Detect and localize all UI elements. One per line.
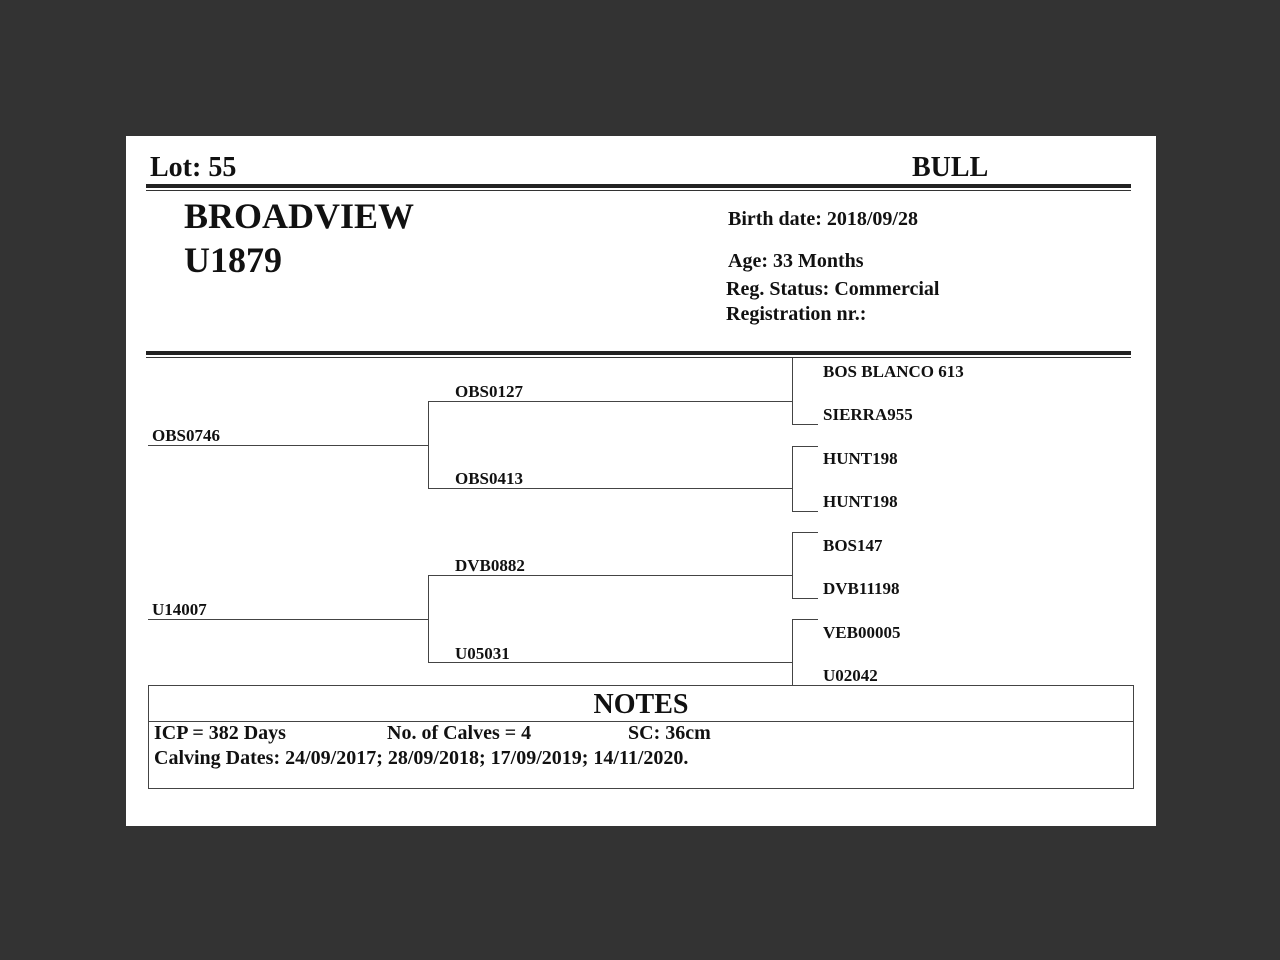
sire-sire-name: OBS0127 [455, 382, 524, 401]
animal-sex: BULL [912, 152, 989, 183]
notes-box [148, 685, 1134, 789]
dam-sire-name: DVB0882 [455, 556, 525, 575]
age: Age: 33 Months [728, 250, 864, 272]
great-grandparent-6: DVB11198 [823, 579, 900, 598]
great-grandparent-8: U02042 [823, 666, 878, 685]
great-grandparent-7: VEB00005 [823, 623, 901, 642]
registration-number: Registration nr.: [726, 303, 867, 325]
great-grandparent-2: SIERRA955 [823, 405, 913, 424]
gg-line-2 [792, 424, 818, 425]
animal-name-line1: BROADVIEW [184, 196, 415, 236]
dam-dam-name: U05031 [455, 644, 510, 663]
great-grandparent-5: BOS147 [823, 536, 883, 555]
gg-line-3 [792, 446, 818, 447]
gg-bracket-3 [792, 532, 793, 598]
great-grandparent-4: HUNT198 [823, 492, 898, 511]
great-grandparent-3: HUNT198 [823, 449, 898, 468]
dam-bracket [428, 575, 429, 663]
reg-status: Reg. Status: Commercial [726, 278, 940, 300]
calving-dates: Calving Dates: 24/09/2017; 28/09/2018; 17/09/2019; 14/11/2020. [154, 747, 689, 769]
lot-number: Lot: 55 [150, 152, 237, 183]
animal-id: U1879 [184, 240, 282, 280]
dam-name: U14007 [152, 600, 207, 619]
gg-line-5 [792, 532, 818, 533]
sire-name: OBS0746 [152, 426, 221, 445]
pedigree-divider [146, 351, 1131, 358]
catalog-card [126, 136, 1156, 826]
gg-line-7 [792, 619, 818, 620]
gg-bracket-2 [792, 446, 793, 512]
gg-bracket-4 [792, 619, 793, 685]
great-grandparent-1: BOS BLANCO 613 [823, 362, 964, 381]
scrotal-circumference: SC: 36cm [628, 722, 711, 744]
header-divider [146, 184, 1131, 191]
icp-value: ICP = 382 Days [154, 722, 286, 744]
animal-name [184, 194, 414, 282]
birth-date: Birth date: 2018/09/28 [728, 208, 918, 230]
gg-line-4 [792, 511, 818, 512]
gg-bracket-1 [792, 358, 793, 424]
calves-count: No. of Calves = 4 [387, 722, 532, 744]
gg-line-6 [792, 598, 818, 599]
sire-dam-name: OBS0413 [455, 469, 524, 488]
notes-title: NOTES [149, 686, 1133, 722]
sire-bracket [428, 401, 429, 489]
